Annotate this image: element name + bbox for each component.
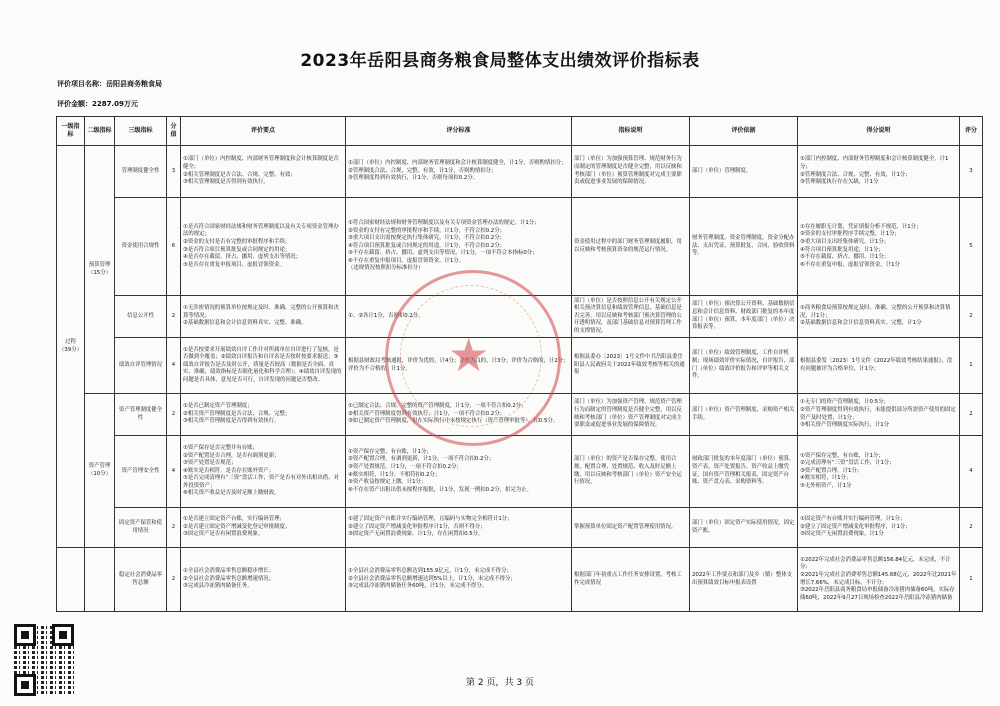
header-cell: 评价依据: [690, 117, 798, 146]
rating-cell: 3: [960, 146, 983, 198]
score-cell: 2: [167, 548, 181, 612]
rating-cell: 5: [960, 198, 983, 296]
score-cell: 2: [167, 296, 181, 338]
standard-cell: ①、②各计1分，否则扣0.2分。: [346, 296, 572, 338]
level3-cell: 资产管理制度健全性: [115, 394, 167, 436]
standard-cell: 根据县财政局考核通报，评价为优的，计4分；评价为良的，计3分；评价为合格的，计2分；评价为不合格的，计1分。: [346, 338, 572, 394]
desc-cell: 根据部门年初重点工作任务安排设置，考核工作完成情况: [572, 548, 690, 612]
header-cell: 评分: [960, 117, 983, 146]
header-cell: 二级指标: [85, 117, 115, 146]
score-cell: 4: [167, 338, 181, 394]
points-cell: ①是否按要求开展绩效自评工作并对所属单位自评进行了复核，是否做到全覆盖；②绩效自评报告和自评表是否按时按要求报送；③绩效自评报告是否及时公开，质量是否较高（数据是否全面、真实、准确，绩效指标是否细化量化和科学合理）；④绩效自评发现的问题是否具体，意见是否可行，自评发现的问题是否整改。: [181, 338, 346, 394]
points-cell: ①是否已制定资产管理制度； ②相关资产管理制度是否合法、合规、完整； ③相关资产管理制度是否得到有效执行。: [181, 394, 346, 436]
points-cell: ①无涉密情况的预算单位按规定及时、准确、完整的公开预算和决算等情况； ②基础数据信息和会计信息资料真实、完整、准确。: [181, 296, 346, 338]
evaluation-table: [56, 116, 983, 612]
desc-cell: 部门（单位）的资产是否保存完整、使用合规、配置合理、处置规范、收入及时足额上缴，用以反映和考核部门（单位）资产安全运行情况。: [572, 436, 690, 508]
level1-cell: 过程（39分）: [57, 146, 85, 548]
basis-cell: 部门（单位）管理制度。: [690, 146, 798, 198]
basis-cell: 2022年工作要点和部门及乡（镇）整体支出预算绩效目标申报表设置: [690, 548, 798, 612]
points-cell: ①是否符合国家财经法规和财务管理制度以及有关专项资金管理办法的规定； ②资金的支付是否有完整的审批程序和手续； ③是否符合项目预算批复或合同规定的用途； ④是否存在截留、挤占、挪用、虚列支出等情况； ⑤是否存在重复申报项目、虚报冒领资金。: [181, 198, 346, 296]
basis-cell: 部门（单位）资产管理制度，采购资产相关手续。: [690, 394, 798, 436]
table-row: [57, 394, 983, 436]
level1-empty-cell: [57, 548, 85, 612]
table-row: [57, 436, 983, 508]
desc-cell: 掌握预算单位固定资产配置管理使用情况。: [572, 508, 690, 548]
document-title: 2023年岳阳县商务粮食局整体支出绩效评价指标表: [300, 51, 700, 71]
basis-cell: 部门（单位）预决算公开资料、基础数据信息和会计信息资料、财政部门批复的本年度部门（单位）预算，本年度部门（单位）决算报表等。: [690, 296, 798, 338]
header-cell: 分值: [167, 117, 181, 146]
standard-cell: ①资产保存完整、有台账，计1分； ②资产配置合理，有调剂更新，计1分，一项不符合扣0.2分； ③资产处置规范，计1分，一项不符合扣0.2分； ④账实相符，计1分，不相符扣0.2分； ⑤资产收益按规定上缴，计1分； ⑥不存在资产出租出借未按程序报批，计1分，发现一例扣0.2分，扣完为止。: [346, 436, 572, 508]
score-cell: 2: [167, 394, 181, 436]
points-cell: ①资产保存是否完整并有台账； ②资产配置是否合理，是否有调剂更新； ③资产处置是否规范； ④账实是否相符，是否存在账外资产； ⑤是否完成清理有“三资”盘活工作，资产是否有对外出租出借、对外投资资产； ⑥相关资产收益是否及时足额上缴财政。: [181, 436, 346, 508]
standard-cell: ①部门（单位）内控制度、内部财务管理制度和会计核算制度健全，计1分，否则酌情扣分； ②管理制度合法、合规、完整、有效，计1分，否则酌情扣分； ③管理制度得到有效执行，计1分，否则每项扣0.2分。: [346, 146, 572, 198]
seal-star-icon: ★: [448, 328, 490, 382]
explain-cell: 根据县委发〔2023〕1号文件《2022年绩效考核结果通报》，没有问题被评为合格单位，计1分；: [798, 338, 960, 394]
level3-cell: 固定资产保管和使用情况: [115, 508, 167, 548]
level3-cell: 资产管理安全性: [115, 436, 167, 508]
table-row: [57, 508, 983, 548]
points-cell: ①部门（单位）内控制度、内部财务管理制度和会计核算制度是否健全； ②相关管理制度是否合法、合规、完整、有效； ③相关管理制度是否得到有效执行。: [181, 146, 346, 198]
level3-cell: 信息公开性: [115, 296, 167, 338]
header-cell: 一级指标: [57, 117, 85, 146]
page-footer: 第 2 页，共 3 页: [466, 678, 534, 688]
rating-cell: 4: [960, 436, 983, 508]
table-row: [57, 548, 983, 612]
explain-cell: ①固定资产有台账并实行编码管理，计1分； ②建立了固定资产增减变化审批程序，计1分； ③固定资产无闲置浪费现象，计1分: [798, 508, 960, 548]
score-cell: 2: [167, 508, 181, 548]
header-cell: 评价要点: [181, 117, 346, 146]
standard-cell: ①全县社会消费品零售总额达到155.9亿元，计1分，未完成不得分； ②全县社会消费品零售总额增速达到5%以上，计1分，未完成不得分； ③完成县冷冻猪肉储备任务60吨，计1分，未完成不得分。: [346, 548, 572, 612]
explain-cell: ①存在履职无计划，凭证填报分析不规范，计1分； ②资金的支付审批程序手续完整，计1分； ③重大项目支出经集体研究，计1分； ④符合项目预算批复用途，计1分； ⑤不存在截留、挤占、挪用，计1分； ⑥不存在重复申报、虚报冒领资金，计1分: [798, 198, 960, 296]
explain-cell: ①资产保存完整、有台账，计1分； ②完成清理有“三资”盘活工作，计1分； ③资产配置合理，计1分； ④账实相符，计1分； ⑤无外租资产，计1分: [798, 436, 960, 508]
level2-budget-cell: 预算管理（15分）: [85, 146, 115, 394]
level3-cell: 管理制度健全性: [115, 146, 167, 198]
rating-cell: 1: [960, 548, 983, 612]
project-name-line: 评价项目名称：岳阳县商务粮食局: [57, 80, 162, 88]
desc-cell: 根据县委办〔2023〕1号文件中共岳阳县委岳阳县人民政府关于2022年绩效考核等相关的通报: [572, 338, 690, 394]
rating-cell: 1: [960, 338, 983, 394]
table-row: [57, 146, 983, 198]
basis-cell: 部门（单位）固定资产实际使用情况，固定资产账。: [690, 508, 798, 548]
level2-asset-cell: 资产管理（10分）: [85, 394, 115, 548]
basis-cell: 财务管理制度、资金管理制度、资金分配办法、支出凭证、预算批复、合同、验收资料等。: [690, 198, 798, 296]
desc-cell: 部门（单位）为加强资产管理、规范资产管理行为而制定的管理制度是否健全完整，用以反映和考核部门（单位）资产管理制度对完成主要职责或促进事业发展的保障情况。: [572, 394, 690, 436]
table-row: [57, 296, 983, 338]
explain-cell: ①2022年完成社会消费品零售总额156.84亿元，未完成，不计分； ②2021年完成社会消费零售总额145.68亿元，2022年比2021年增长7.66%，未完成目标，不计分； ③2022年岳阳县商务粮食局申报储备冷冻猪肉储备60吨，实际存储60吨，2022年9月27日现场检查2022年岳阳县冷冻猪肉储备: [798, 548, 960, 612]
score-cell: 6: [167, 198, 181, 296]
rating-cell: 2: [960, 394, 983, 436]
level3-cell: 绩效自评管理情况: [115, 338, 167, 394]
standard-cell: ①已制定合法、合规、完整的资产管理制度，计1分，一项不符合扣0.2分； ②相关资产管理制度得到有效执行，计1分，一项不符合扣0.2分； ③如已制定资产管理制度，但在实际执行中未按规定执行（资产管理审批等），扣0.5分。: [346, 394, 572, 436]
basis-cell: 部门（单位）绩效管理制度，工作自评机制；现场绩效评价实际情况，自评报告，部门（单位）绩效评价报告和评审等相关文件。: [690, 338, 798, 394]
points-cell: ①全县社会消费品零售总额稳步增长； ②全县社会消费品零售总额增速情况； ③完成县冷冻猪肉储备任务。: [181, 548, 346, 612]
table-row: [57, 198, 983, 296]
desc-cell: 资金使用过程中的部门财务管理制度履职，用以反映和考核预算资金的规范运行情况。: [572, 198, 690, 296]
explain-cell: ①无专门的资产管理制度，计0.5分； ②资产管理制度得到有效执行，未能提供部分所需资产使用的固定资产及时处置，计1分； ③相关资产管理制度实际执行，计1分: [798, 394, 960, 436]
standard-cell: ①建了固定资产台账并实行编码管理，且编码与实物完全相符计1分； ②建立了固定资产增减变化审批程序计1分，否则不得分； ③固定资产无闲置浪费现象，计1分，存在闲置扣0.5分。: [346, 508, 572, 548]
points-cell: ①是否建立固定资产台账，实行编码管理； ②是否建立固定资产增减变化登记审批制度； ③固定资产是否有闲置浪费现象。: [181, 508, 346, 548]
header-cell: 得分说明: [798, 117, 960, 146]
rating-cell: 2: [960, 508, 983, 548]
header-cell: 评分标准: [346, 117, 572, 146]
table-row: [57, 338, 983, 394]
table-header-row: [57, 117, 983, 146]
level2-empty-cell: [85, 548, 115, 612]
desc-cell: 部门（单位）是否按照信息公开有关规定公开相关预决算信息和绩效管理信息，基础信息是否完善，用以反映和考核部门预决算管理的公开透明情况，及部门基础信息对预算管理工作的支撑情况。: [572, 296, 690, 338]
explain-cell: ①部门内控制度、内部财务管理制度和会计核算制度健全，计1分； ②管理制度合法、合规、完整、有效，计1分； ③管理制度执行存在欠缺，计1分: [798, 146, 960, 198]
qr-corner-marker: [14, 624, 36, 646]
basis-cell: 财政部门批复的本年度部门（单位）预算，资产表，资产处置报告、资产收益上缴凭证，国有资产管理相关报表，固定资产台账、资产盘点表、采购资料等。: [690, 436, 798, 508]
header-cell: 三级指标: [115, 117, 167, 146]
rating-cell: 2: [960, 296, 983, 338]
desc-cell: 部门（单位）为加强预算管理、规范财务行为而制定的管理制度是否健全完整，用以反映和考核部门（单位）预算管理制度对完成主要职责或促进事业发展的保障情况。: [572, 146, 690, 198]
qr-corner-marker: [52, 624, 74, 646]
amount-line: 评价金额：2287.09万元: [57, 100, 138, 108]
level3-cell: 稳定社会消费品零售总额: [115, 548, 167, 612]
explain-cell: ①商务粮食局预算按规定及时、准确、完整的公开预算和决算情况，计1分； ②基础数据信息和会计信息资料真实、完整，计1分: [798, 296, 960, 338]
header-cell: 指标说明: [572, 117, 690, 146]
standard-cell: ①符合国家财经法规和财务管理制度以及有关专项资金管理办法的规定，计1分； ②资金的支付有完整的审批程序和手续，计1分，不符合扣0.2分； ③重大项目支出需按规定执行集体研究，计1分，不符合扣0.2分； ④符合项目预算批复或合同规定的用途，计1分，不符合扣0.2分； ⑤不存在截留、挤占、挪用、虚列支出等情况，计1分，一项不符合本指标0分； ⑥不存在重复申报项目、虚报冒领资金，计1分。 （违规情况按照扣分标准扣分）: [346, 198, 572, 296]
level3-cell: 资金使用合规性: [115, 198, 167, 296]
score-cell: 4: [167, 436, 181, 508]
score-cell: 3: [167, 146, 181, 198]
